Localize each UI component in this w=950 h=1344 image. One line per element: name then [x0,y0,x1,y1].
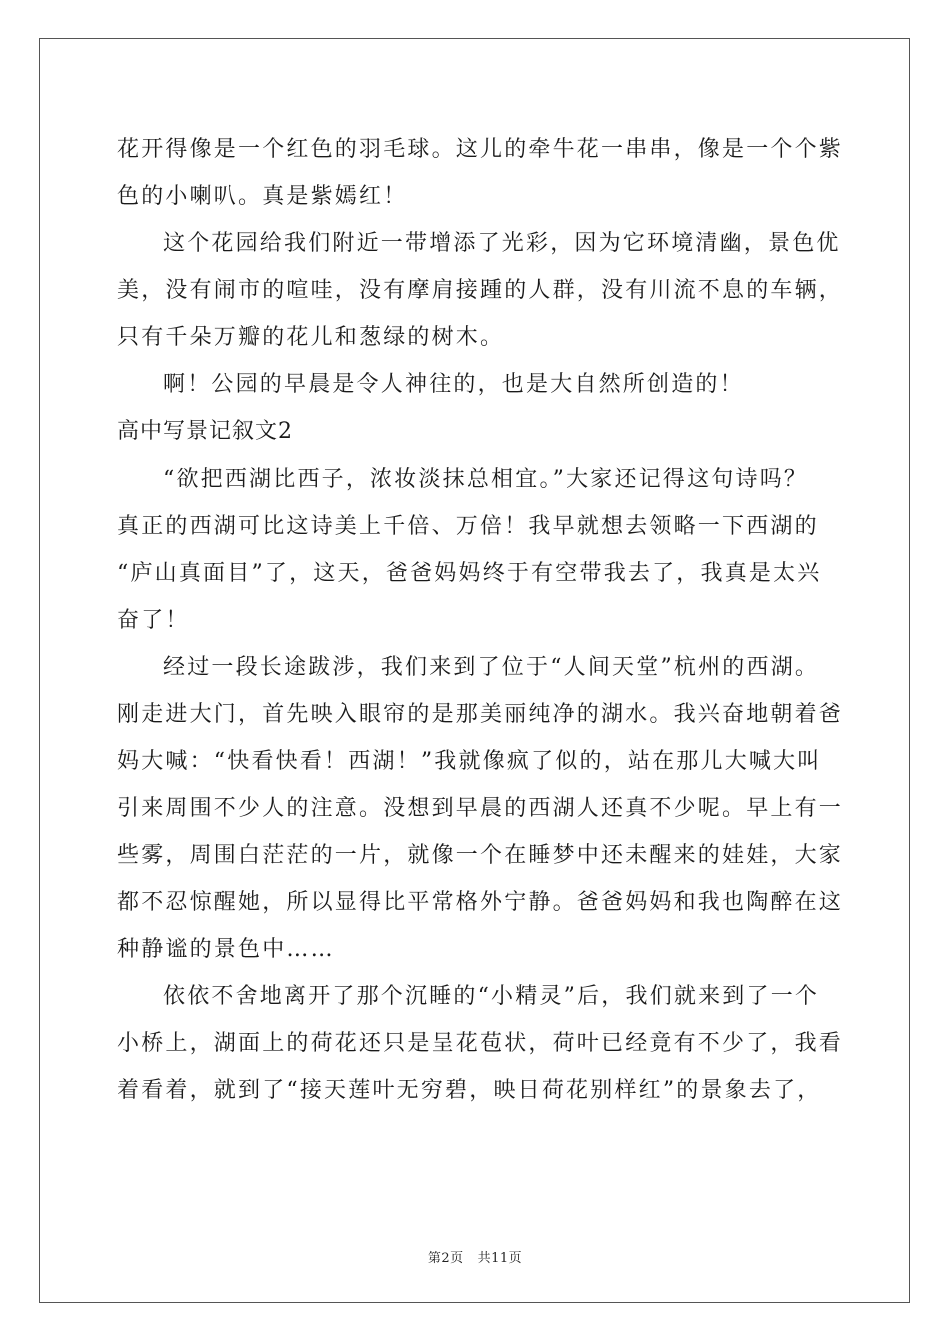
page-total: 共11页 [477,1251,523,1266]
text-line: 着看着，就到了“接天莲叶无穷碧，映日荷花别样红”的景象去了， [117,1078,822,1103]
text-line: 刚走进大门，首先映入眼帘的是那美丽纯净的湖水。我兴奋地朝着爸 [117,702,844,727]
text-line: 妈大喊：“快看快看！西湖！”我就像疯了似的，站在那儿大喊大叫 [117,749,822,774]
text-line: 真正的西湖可比这诗美上千倍、万倍！我早就想去领略一下西湖的 [117,514,819,539]
text-line: 引来周围不少人的注意。没想到早晨的西湖人还真不少呢。早上有一 [117,796,844,821]
text-line: 都不忍惊醒她，所以显得比平常格外宁静。爸爸妈妈和我也陶醉在这 [117,890,844,915]
text-line: 这个花园给我们附近一带增添了光彩，因为它环境清幽，景色优 [163,231,841,256]
text-line: 色的小喇叭。真是紫嫣红！ [117,184,408,209]
text-line: “庐山真面目”了，这天，爸爸妈妈终于有空带我去了，我真是太兴 [117,561,822,586]
text-line: 花开得像是一个红色的羽毛球。这儿的牵牛花一串串，像是一个个紫 [117,137,844,162]
text-line: 种静谧的景色中…… [117,937,335,962]
text-line: 啊！公园的早晨是令人神往的，也是大自然所创造的！ [163,372,744,397]
text-line: 些雾，周围白茫茫的一片，就像一个在睡梦中还未醒来的娃娃，大家 [117,843,844,868]
text-line: 只有千朵万瓣的花儿和葱绿的树木。 [117,325,505,350]
text-line: 小桥上，湖面上的荷花还只是呈花苞状，荷叶已经竟有不少了，我看 [117,1031,844,1056]
text-line: 奋了！ [117,608,190,633]
page-number: 第2页 [427,1251,464,1266]
section-heading: 高中写景记叙文2 [117,419,293,444]
text-line: 美，没有闹市的喧哇，没有摩肩接踵的人群，没有川流不息的车辆， [117,278,844,303]
text-line: “欲把西湖比西子，浓妆淡抹总相宜。”大家还记得这句诗吗？ [163,467,809,492]
document-body [117,126,844,1114]
text-line: 依依不舍地离开了那个沉睡的“小精灵”后，我们就来到了一个 [163,984,820,1009]
text-line: 经过一段长途跋涉，我们来到了位于“人间天堂”杭州的西湖。 [163,655,820,680]
page-footer [0,1247,950,1266]
